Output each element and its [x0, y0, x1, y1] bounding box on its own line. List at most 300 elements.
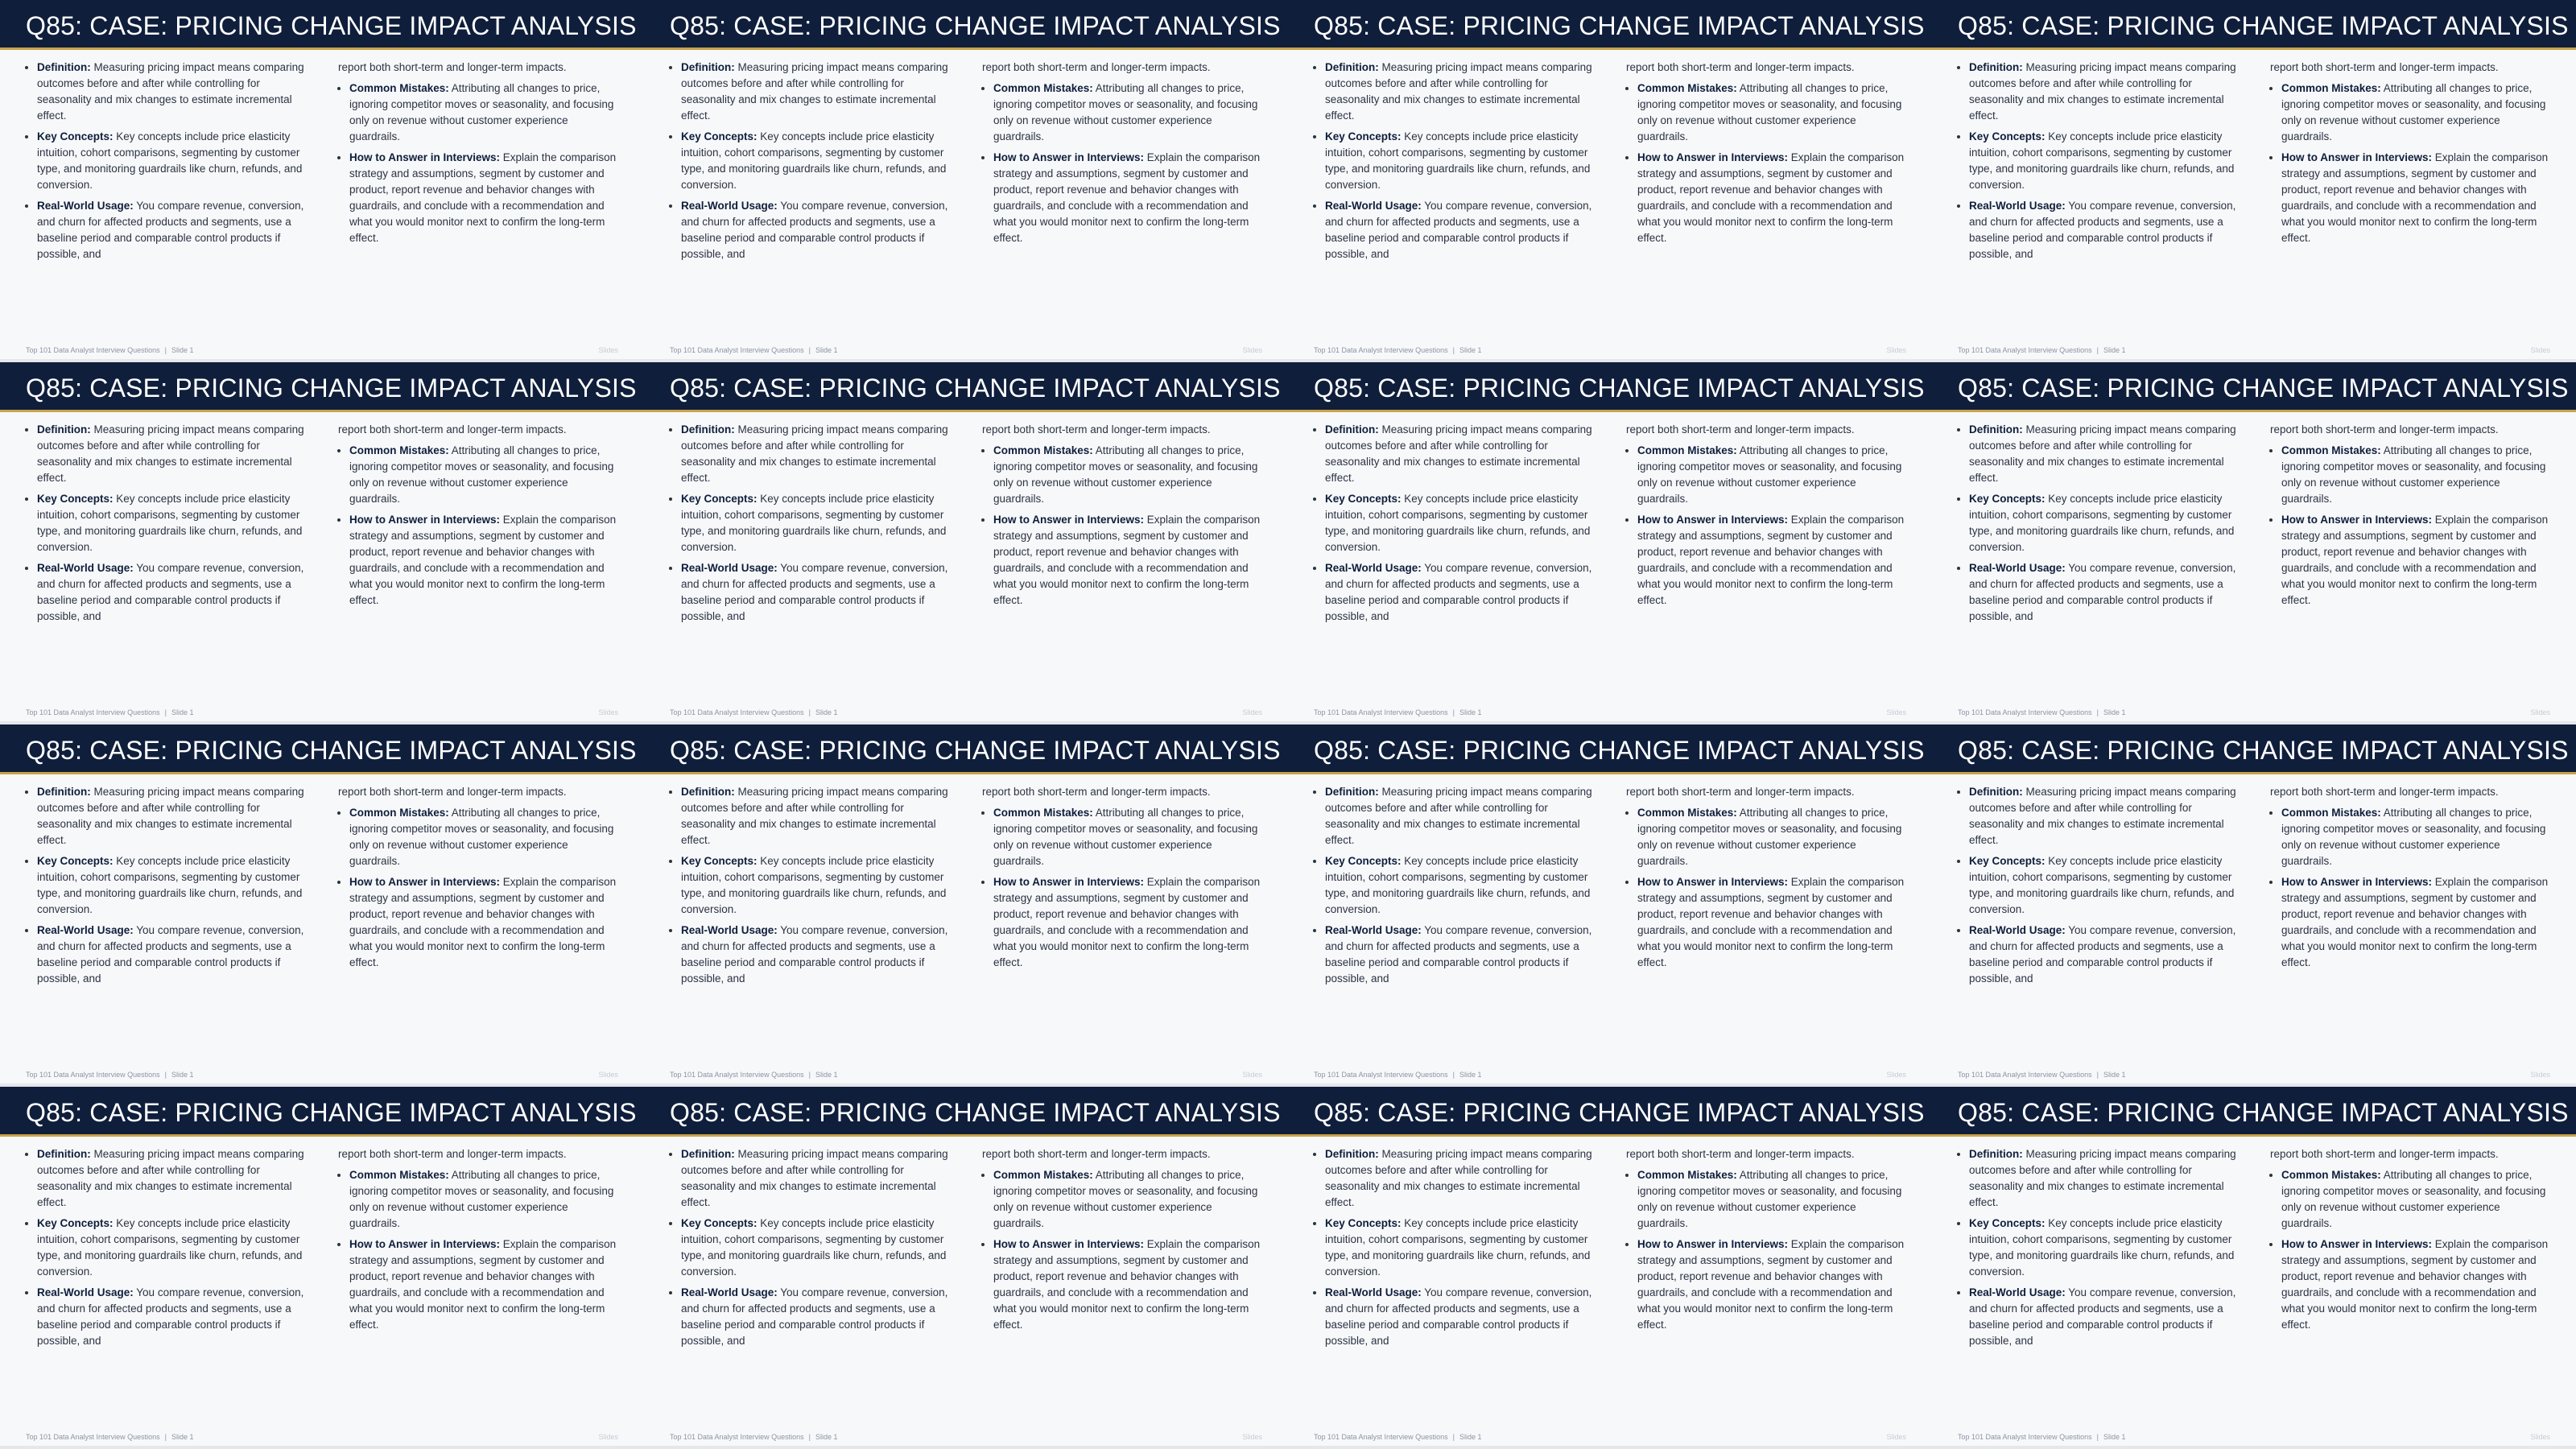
bullet-label: How to Answer in Interviews: — [349, 151, 501, 163]
slide-title: Q85: CASE: PRICING CHANGE IMPACT ANALYSIS — [670, 1098, 1281, 1127]
footer-watermark: Slides — [598, 1071, 618, 1079]
right-column — [338, 60, 618, 277]
left-column — [1314, 60, 1594, 277]
bullet-label: Key Concepts: — [37, 130, 114, 142]
bullet-label: Real-World Usage: — [37, 1286, 134, 1298]
bullet-text: Measuring pricing impact means comparing outcomes before and after while controlling for seasonality and mix changes to estimate incremental effect. — [37, 423, 304, 484]
slide-title: Q85: CASE: PRICING CHANGE IMPACT ANALYSIS — [1314, 374, 1925, 402]
slide-header — [0, 1087, 644, 1137]
bullet-common-mistakes — [349, 805, 618, 869]
slide-thumbnail[interactable] — [1932, 0, 2576, 362]
left-bullet-list — [1958, 60, 2238, 262]
right-bullet-list — [2270, 805, 2550, 971]
slide-header — [1932, 362, 2576, 412]
bullet-real-world-usage — [681, 923, 950, 987]
bullet-label: Key Concepts: — [681, 1217, 758, 1229]
bullet-real-world-usage — [37, 560, 306, 625]
bullet-how-to-answer — [2281, 150, 2550, 246]
right-column — [338, 784, 618, 1001]
bullet-common-mistakes — [993, 805, 1262, 869]
slide-body — [1958, 1146, 2550, 1364]
bullet-common-mistakes — [1637, 443, 1906, 507]
left-column — [26, 784, 306, 1001]
bullet-label: How to Answer in Interviews: — [2281, 151, 2433, 163]
bullet-how-to-answer — [2281, 512, 2550, 609]
slide-header — [644, 724, 1288, 774]
bullet-key-concepts — [1969, 129, 2238, 193]
footer-source: Top 101 Data Analyst Interview Questions — [1958, 708, 2092, 716]
bullet-label: Definition: — [1325, 786, 1379, 798]
left-column — [1958, 1146, 2238, 1364]
bullet-label: How to Answer in Interviews: — [349, 514, 501, 526]
continuation-text: report both short-term and longer-term impacts. — [338, 786, 567, 798]
slide-footer — [1314, 708, 1906, 718]
right-bullet-list — [2270, 1167, 2550, 1333]
footer-separator: | — [2096, 1433, 2099, 1441]
continuation-text: report both short-term and longer-term impacts. — [1626, 61, 1855, 73]
bullet-text: Measuring pricing impact means comparing outcomes before and after while controlling for seasonality and mix changes to estimate incremental effect. — [37, 786, 304, 846]
bullet-common-mistakes — [1637, 1167, 1906, 1232]
bullet-text: You compare revenue, conversion, and churn for affected products and segments, use a baseline period and comparable control products if possible, and — [681, 924, 948, 985]
slide-body — [26, 422, 618, 639]
bullet-text: Key concepts include price elasticity intuition, cohort comparisons, segmenting by customer type, and monitoring guardrails like churn, refunds, and conversion. — [37, 855, 303, 915]
bullet-definition — [1325, 1146, 1594, 1211]
bullet-common-mistakes — [993, 80, 1262, 145]
footer-separator: | — [1452, 1071, 1455, 1079]
slide-footer — [670, 1433, 1262, 1443]
bullet-definition — [1969, 1146, 2238, 1211]
bullet-label: How to Answer in Interviews: — [349, 876, 501, 888]
slide-thumbnail[interactable] — [1932, 362, 2576, 724]
bullet-label: Key Concepts: — [1325, 1217, 1402, 1229]
bullet-text: Explain the comparison strategy and assumptions, segment by customer and product, report revenue and behavior changes with guardrails, and conclude with a recommendation and what you would monitor next to confirm the long-term effect. — [349, 151, 617, 244]
bullet-common-mistakes — [993, 443, 1262, 507]
bullet-text: Key concepts include price elasticity intuition, cohort comparisons, segmenting by customer type, and monitoring guardrails like churn, refunds, and conversion. — [1325, 493, 1591, 553]
bullet-label: Real-World Usage: — [1969, 1286, 2066, 1298]
bullet-real-world-usage — [1969, 923, 2238, 987]
bullet-text: Key concepts include price elasticity intuition, cohort comparisons, segmenting by customer type, and monitoring guardrails like churn, refunds, and conversion. — [37, 1217, 303, 1278]
bullet-key-concepts — [1969, 491, 2238, 555]
slide-title: Q85: CASE: PRICING CHANGE IMPACT ANALYSIS — [1314, 11, 1925, 40]
bullet-definition — [681, 1146, 950, 1211]
left-bullet-list — [26, 784, 306, 987]
left-bullet-list — [670, 784, 950, 987]
right-bullet-list — [338, 443, 618, 609]
footer-slide-number: Slide 1 — [171, 346, 194, 354]
bullet-label: Common Mistakes: — [1637, 1169, 1737, 1181]
slide-footer — [26, 708, 618, 718]
bullet-text: Measuring pricing impact means comparing outcomes before and after while controlling for seasonality and mix changes to estimate incremental effect. — [1325, 423, 1592, 484]
bullet-text: You compare revenue, conversion, and churn for affected products and segments, use a baseline period and comparable control products if possible, and — [1969, 562, 2236, 622]
bullet-label: Real-World Usage: — [681, 1286, 778, 1298]
footer-separator: | — [164, 1433, 167, 1441]
left-column — [670, 60, 950, 277]
slide-thumbnail[interactable] — [0, 1087, 644, 1449]
bullet-text: You compare revenue, conversion, and churn for affected products and segments, use a baseline period and comparable control products if possible, and — [37, 200, 304, 260]
bullet-text: You compare revenue, conversion, and churn for affected products and segments, use a baseline period and comparable control products if possible, and — [37, 1286, 304, 1347]
slide-thumbnail[interactable] — [1932, 1087, 2576, 1449]
bullet-text: Measuring pricing impact means comparing outcomes before and after while controlling for seasonality and mix changes to estimate incremental effect. — [1969, 786, 2236, 846]
bullet-text: Key concepts include price elasticity intuition, cohort comparisons, segmenting by customer type, and monitoring guardrails like churn, refunds, and conversion. — [37, 493, 303, 553]
bullet-text: Key concepts include price elasticity intuition, cohort comparisons, segmenting by customer type, and monitoring guardrails like churn, refunds, and conversion. — [681, 855, 947, 915]
bullet-label: Common Mistakes: — [1637, 807, 1737, 819]
slide-title: Q85: CASE: PRICING CHANGE IMPACT ANALYSIS — [670, 736, 1281, 765]
footer-source: Top 101 Data Analyst Interview Questions — [1958, 1071, 2092, 1079]
right-bullet-list — [1626, 1167, 1906, 1333]
slide-title: Q85: CASE: PRICING CHANGE IMPACT ANALYSIS — [26, 736, 637, 765]
right-bullet-list — [2270, 443, 2550, 609]
bullet-label: Key Concepts: — [681, 130, 758, 142]
bullet-real-world-usage — [37, 923, 306, 987]
bullet-text: Attributing all changes to price, ignoring competitor moves or seasonality, and focusing only on revenue without customer experience guardrails. — [2281, 444, 2546, 505]
footer-slide-number: Slide 1 — [815, 1433, 838, 1441]
slide-thumbnail[interactable] — [644, 724, 1288, 1087]
footer-source: Top 101 Data Analyst Interview Questions — [1314, 708, 1448, 716]
left-bullet-list — [1314, 784, 1594, 987]
right-column — [2270, 422, 2550, 639]
bullet-label: Common Mistakes: — [993, 82, 1093, 94]
bullet-label: How to Answer in Interviews: — [2281, 1238, 2433, 1250]
bullet-key-concepts — [681, 491, 950, 555]
right-column — [338, 1146, 618, 1364]
bullet-label: Key Concepts: — [1969, 130, 2046, 142]
bullet-definition — [37, 60, 306, 124]
bullet-key-concepts — [37, 1216, 306, 1280]
bullet-label: Definition: — [37, 1148, 91, 1160]
footer-slide-number: Slide 1 — [1459, 346, 1482, 354]
bullet-label: Common Mistakes: — [1637, 82, 1737, 94]
bullet-label: Common Mistakes: — [2281, 444, 2381, 456]
slide-footer — [1314, 346, 1906, 356]
bullet-text: Attributing all changes to price, ignoring competitor moves or seasonality, and focusing only on revenue without customer experience guardrails. — [1637, 807, 1902, 867]
right-column — [2270, 1146, 2550, 1364]
slide-thumbnail[interactable] — [1288, 0, 1932, 362]
footer-source: Top 101 Data Analyst Interview Questions — [26, 708, 160, 716]
slide-thumbnail[interactable] — [644, 0, 1288, 362]
right-column — [982, 1146, 1262, 1364]
slide-header — [644, 362, 1288, 412]
bullet-common-mistakes — [349, 80, 618, 145]
bullet-label: Key Concepts: — [37, 493, 114, 505]
bullet-definition — [1325, 784, 1594, 848]
bullet-definition — [37, 422, 306, 486]
slide-thumbnail[interactable] — [1288, 724, 1932, 1087]
bullet-label: Common Mistakes: — [2281, 807, 2381, 819]
bullet-key-concepts — [681, 1216, 950, 1280]
bullet-text: You compare revenue, conversion, and churn for affected products and segments, use a baseline period and comparable control products if possible, and — [1325, 200, 1592, 260]
bullet-text: Key concepts include price elasticity intuition, cohort comparisons, segmenting by customer type, and monitoring guardrails like churn, refunds, and conversion. — [1325, 855, 1591, 915]
bullet-text: Attributing all changes to price, ignoring competitor moves or seasonality, and focusing only on revenue without customer experience guardrails. — [349, 1169, 614, 1229]
bullet-definition — [1969, 784, 2238, 848]
bullet-key-concepts — [1325, 129, 1594, 193]
bullet-label: Real-World Usage: — [1325, 200, 1422, 212]
bullet-label: Common Mistakes: — [349, 444, 449, 456]
bullet-text: You compare revenue, conversion, and churn for affected products and segments, use a baseline period and comparable control products if possible, and — [681, 1286, 948, 1347]
slide-thumbnail[interactable] — [1288, 1087, 1932, 1449]
slide-header — [1288, 0, 1932, 50]
bullet-real-world-usage — [681, 560, 950, 625]
bullet-label: Definition: — [37, 61, 91, 73]
slide-body — [1958, 60, 2550, 277]
bullet-text: Key concepts include price elasticity intuition, cohort comparisons, segmenting by customer type, and monitoring guardrails like churn, refunds, and conversion. — [681, 130, 947, 191]
bullet-text: Attributing all changes to price, ignoring competitor moves or seasonality, and focusing only on revenue without customer experience guardrails. — [993, 444, 1258, 505]
bullet-text: Explain the comparison strategy and assumptions, segment by customer and product, report revenue and behavior changes with guardrails, and conclude with a recommendation and what you would monitor next to confirm the long-term effect. — [2281, 151, 2549, 244]
slide-bottom-bar — [1288, 1446, 1932, 1449]
footer-source: Top 101 Data Analyst Interview Questions — [670, 346, 804, 354]
bullet-label: Key Concepts: — [1325, 130, 1402, 142]
right-column — [1626, 784, 1906, 1001]
left-bullet-list — [26, 60, 306, 262]
slide-body — [1314, 784, 1906, 1001]
bullet-text: You compare revenue, conversion, and churn for affected products and segments, use a baseline period and comparable control products if possible, and — [1325, 1286, 1592, 1347]
slide-body — [670, 422, 1262, 639]
bullet-definition — [1325, 60, 1594, 124]
bullet-key-concepts — [37, 491, 306, 555]
right-column — [982, 422, 1262, 639]
continuation-text: report both short-term and longer-term impacts. — [1626, 1148, 1855, 1160]
bullet-label: Real-World Usage: — [37, 200, 134, 212]
bullet-real-world-usage — [681, 1285, 950, 1349]
bullet-text: Measuring pricing impact means comparing outcomes before and after while controlling for seasonality and mix changes to estimate incremental effect. — [37, 1148, 304, 1208]
bullet-how-to-answer — [2281, 1236, 2550, 1333]
bullet-text: Attributing all changes to price, ignoring competitor moves or seasonality, and focusing only on revenue without customer experience guardrails. — [2281, 1169, 2546, 1229]
slide-thumbnail[interactable] — [0, 362, 644, 724]
bullet-text: Explain the comparison strategy and assumptions, segment by customer and product, report revenue and behavior changes with guardrails, and conclude with a recommendation and what you would monitor next to confirm the long-term effect. — [993, 876, 1261, 968]
bullet-definition — [681, 784, 950, 848]
bullet-text: Attributing all changes to price, ignoring competitor moves or seasonality, and focusing only on revenue without customer experience guardrails. — [2281, 82, 2546, 142]
slide-thumbnail[interactable] — [1288, 362, 1932, 724]
slide-thumbnail[interactable] — [644, 362, 1288, 724]
slide-thumbnail[interactable] — [644, 1087, 1288, 1449]
footer-watermark: Slides — [1886, 1433, 1906, 1441]
left-column — [1958, 422, 2238, 639]
left-bullet-list — [26, 422, 306, 625]
bullet-text: Attributing all changes to price, ignoring competitor moves or seasonality, and focusing only on revenue without customer experience guardrails. — [349, 82, 614, 142]
slide-bottom-bar — [0, 1446, 644, 1449]
footer-watermark: Slides — [2530, 708, 2550, 716]
bullet-label: Real-World Usage: — [37, 562, 134, 574]
bullet-definition — [1969, 60, 2238, 124]
left-bullet-list — [1958, 422, 2238, 625]
slide-body — [1314, 60, 1906, 277]
bullet-label: Common Mistakes: — [1637, 444, 1737, 456]
footer-slide-number: Slide 1 — [1459, 708, 1482, 716]
slide-body — [670, 784, 1262, 1001]
bullet-label: Common Mistakes: — [349, 807, 449, 819]
bullet-key-concepts — [681, 853, 950, 918]
bullet-label: Definition: — [1969, 423, 2023, 436]
footer-slide-number: Slide 1 — [815, 346, 838, 354]
footer-slide-number: Slide 1 — [815, 1071, 838, 1079]
slide-thumbnail[interactable] — [1932, 724, 2576, 1087]
bullet-label: Common Mistakes: — [993, 1169, 1093, 1181]
bullet-text: Attributing all changes to price, ignoring competitor moves or seasonality, and focusing only on revenue without customer experience guardrails. — [993, 1169, 1258, 1229]
bullet-real-world-usage — [1325, 923, 1594, 987]
footer-source: Top 101 Data Analyst Interview Questions — [1958, 346, 2092, 354]
right-column — [1626, 60, 1906, 277]
bullet-real-world-usage — [1969, 1285, 2238, 1349]
slide-title: Q85: CASE: PRICING CHANGE IMPACT ANALYSIS — [1958, 736, 2569, 765]
bullet-label: Key Concepts: — [681, 855, 758, 867]
bullet-text: Attributing all changes to price, ignoring competitor moves or seasonality, and focusing only on revenue without customer experience guardrails. — [349, 807, 614, 867]
bullet-label: How to Answer in Interviews: — [993, 514, 1145, 526]
footer-watermark: Slides — [1242, 1071, 1262, 1079]
left-bullet-list — [1958, 784, 2238, 987]
bullet-label: Key Concepts: — [1325, 855, 1402, 867]
continuation-text: report both short-term and longer-term impacts. — [338, 61, 567, 73]
left-column — [26, 1146, 306, 1364]
bullet-text: Explain the comparison strategy and assumptions, segment by customer and product, report revenue and behavior changes with guardrails, and conclude with a recommendation and what you would monitor next to confirm the long-term effect. — [1637, 514, 1905, 606]
slide-thumbnail[interactable] — [0, 724, 644, 1087]
footer-watermark: Slides — [1886, 1071, 1906, 1079]
bullet-label: How to Answer in Interviews: — [1637, 151, 1789, 163]
bullet-how-to-answer — [993, 150, 1262, 246]
bullet-real-world-usage — [681, 198, 950, 262]
slide-thumbnail[interactable] — [0, 0, 644, 362]
bullet-key-concepts — [37, 853, 306, 918]
bullet-label: How to Answer in Interviews: — [1637, 1238, 1789, 1250]
footer-source: Top 101 Data Analyst Interview Questions — [1958, 1433, 2092, 1441]
bullet-text: Explain the comparison strategy and assumptions, segment by customer and product, report revenue and behavior changes with guardrails, and conclude with a recommendation and what you would monitor next to confirm the long-term effect. — [993, 1238, 1261, 1331]
bullet-how-to-answer — [349, 150, 618, 246]
slide-title: Q85: CASE: PRICING CHANGE IMPACT ANALYSIS — [1958, 1098, 2569, 1127]
left-column — [670, 422, 950, 639]
bullet-label: Key Concepts: — [37, 855, 114, 867]
bullet-how-to-answer — [1637, 150, 1906, 246]
bullet-label: Common Mistakes: — [993, 807, 1093, 819]
slide-body — [1314, 1146, 1906, 1364]
left-column — [26, 422, 306, 639]
slide-header — [1288, 724, 1932, 774]
footer-source: Top 101 Data Analyst Interview Questions — [1314, 1433, 1448, 1441]
bullet-text: Measuring pricing impact means comparing outcomes before and after while controlling for seasonality and mix changes to estimate incremental effect. — [1969, 1148, 2236, 1208]
bullet-label: Real-World Usage: — [1325, 924, 1422, 936]
bullet-common-mistakes — [349, 443, 618, 507]
left-column — [1314, 1146, 1594, 1364]
bullet-definition — [681, 60, 950, 124]
bullet-label: Definition: — [681, 423, 735, 436]
continuation-text: report both short-term and longer-term impacts. — [982, 786, 1211, 798]
bullet-label: Key Concepts: — [37, 1217, 114, 1229]
bullet-text: Measuring pricing impact means comparing outcomes before and after while controlling for seasonality and mix changes to estimate incremental effect. — [681, 1148, 948, 1208]
bullet-text: You compare revenue, conversion, and churn for affected products and segments, use a baseline period and comparable control products if possible, and — [1969, 924, 2236, 985]
continuation-text: report both short-term and longer-term impacts. — [338, 1148, 567, 1160]
footer-separator: | — [2096, 346, 2099, 354]
bullet-how-to-answer — [993, 874, 1262, 971]
bullet-label: Real-World Usage: — [681, 200, 778, 212]
bullet-label: Definition: — [1325, 423, 1379, 436]
bullet-real-world-usage — [1325, 560, 1594, 625]
bullet-text: You compare revenue, conversion, and churn for affected products and segments, use a baseline period and comparable control products if possible, and — [37, 924, 304, 985]
bullet-text: Attributing all changes to price, ignoring competitor moves or seasonality, and focusing only on revenue without customer experience guardrails. — [1637, 444, 1902, 505]
bullet-text: Measuring pricing impact means comparing outcomes before and after while controlling for seasonality and mix changes to estimate incremental effect. — [1969, 423, 2236, 484]
bullet-text: Measuring pricing impact means comparing outcomes before and after while controlling for seasonality and mix changes to estimate incremental effect. — [37, 61, 304, 122]
bullet-text: Key concepts include price elasticity intuition, cohort comparisons, segmenting by customer type, and monitoring guardrails like churn, refunds, and conversion. — [681, 493, 947, 553]
bullet-label: Common Mistakes: — [349, 1169, 449, 1181]
left-bullet-list — [1314, 422, 1594, 625]
footer-slide-number: Slide 1 — [1459, 1071, 1482, 1079]
continuation-text: report both short-term and longer-term impacts. — [2270, 61, 2499, 73]
bullet-key-concepts — [681, 129, 950, 193]
bullet-label: Definition: — [1969, 1148, 2023, 1160]
slide-title: Q85: CASE: PRICING CHANGE IMPACT ANALYSIS — [26, 11, 637, 40]
bullet-text: Key concepts include price elasticity intuition, cohort comparisons, segmenting by customer type, and monitoring guardrails like churn, refunds, and conversion. — [1969, 1217, 2235, 1278]
footer-separator: | — [808, 708, 811, 716]
slide-footer — [1958, 1071, 2550, 1080]
bullet-how-to-answer — [1637, 512, 1906, 609]
slide-footer — [1314, 1433, 1906, 1443]
footer-separator: | — [164, 346, 167, 354]
right-bullet-list — [982, 443, 1262, 609]
left-bullet-list — [670, 422, 950, 625]
continuation-text: report both short-term and longer-term impacts. — [1626, 423, 1855, 436]
bullet-common-mistakes — [1637, 80, 1906, 145]
bullet-label: Key Concepts: — [1969, 855, 2046, 867]
footer-slide-number: Slide 1 — [2103, 708, 2126, 716]
footer-separator: | — [1452, 1433, 1455, 1441]
slide-footer — [1314, 1071, 1906, 1080]
bullet-label: Definition: — [1325, 61, 1379, 73]
bullet-label: Real-World Usage: — [1325, 562, 1422, 574]
left-column — [1958, 784, 2238, 1001]
footer-watermark: Slides — [1886, 708, 1906, 716]
bullet-how-to-answer — [1637, 1236, 1906, 1333]
left-column — [670, 1146, 950, 1364]
continuation-text: report both short-term and longer-term impacts. — [338, 423, 567, 436]
slide-footer — [26, 1433, 618, 1443]
bullet-label: Definition: — [681, 786, 735, 798]
bullet-real-world-usage — [1325, 1285, 1594, 1349]
slide-header — [644, 0, 1288, 50]
slide-body — [26, 784, 618, 1001]
bullet-text: Key concepts include price elasticity intuition, cohort comparisons, segmenting by customer type, and monitoring guardrails like churn, refunds, and conversion. — [1325, 1217, 1591, 1278]
footer-source: Top 101 Data Analyst Interview Questions — [1314, 346, 1448, 354]
slide-title: Q85: CASE: PRICING CHANGE IMPACT ANALYSIS — [1314, 736, 1925, 765]
slide-header — [1288, 362, 1932, 412]
bullet-text: Explain the comparison strategy and assumptions, segment by customer and product, report revenue and behavior changes with guardrails, and conclude with a recommendation and what you would monitor next to confirm the long-term effect. — [993, 514, 1261, 606]
slide-title: Q85: CASE: PRICING CHANGE IMPACT ANALYSIS — [1958, 11, 2569, 40]
bullet-common-mistakes — [2281, 1167, 2550, 1232]
slide-body — [1958, 784, 2550, 1001]
bullet-text: Explain the comparison strategy and assumptions, segment by customer and product, report revenue and behavior changes with guardrails, and conclude with a recommendation and what you would monitor next to confirm the long-term effect. — [993, 151, 1261, 244]
bullet-key-concepts — [1969, 853, 2238, 918]
slide-header — [0, 724, 644, 774]
bullet-text: You compare revenue, conversion, and churn for affected products and segments, use a baseline period and comparable control products if possible, and — [1969, 200, 2236, 260]
slide-footer — [1958, 346, 2550, 356]
slide-footer — [670, 708, 1262, 718]
right-bullet-list — [338, 805, 618, 971]
footer-watermark: Slides — [598, 346, 618, 354]
right-bullet-list — [1626, 80, 1906, 246]
right-column — [2270, 60, 2550, 277]
slide-footer — [670, 346, 1262, 356]
slide-title: Q85: CASE: PRICING CHANGE IMPACT ANALYSIS — [1314, 1098, 1925, 1127]
bullet-text: You compare revenue, conversion, and churn for affected products and segments, use a baseline period and comparable control products if possible, and — [37, 562, 304, 622]
bullet-key-concepts — [1969, 1216, 2238, 1280]
bullet-common-mistakes — [2281, 443, 2550, 507]
bullet-text: Attributing all changes to price, ignoring competitor moves or seasonality, and focusing only on revenue without customer experience guardrails. — [993, 807, 1258, 867]
bullet-common-mistakes — [1637, 805, 1906, 869]
footer-slide-number: Slide 1 — [2103, 346, 2126, 354]
left-column — [26, 60, 306, 277]
continuation-text: report both short-term and longer-term impacts. — [1626, 786, 1855, 798]
right-column — [2270, 784, 2550, 1001]
bullet-text: Measuring pricing impact means comparing outcomes before and after while controlling for seasonality and mix changes to estimate incremental effect. — [1969, 61, 2236, 122]
bullet-text: Attributing all changes to price, ignoring competitor moves or seasonality, and focusing only on revenue without customer experience guardrails. — [1637, 82, 1902, 142]
bullet-text: Key concepts include price elasticity intuition, cohort comparisons, segmenting by customer type, and monitoring guardrails like churn, refunds, and conversion. — [681, 1217, 947, 1278]
footer-separator: | — [1452, 346, 1455, 354]
slide-body — [1958, 422, 2550, 639]
